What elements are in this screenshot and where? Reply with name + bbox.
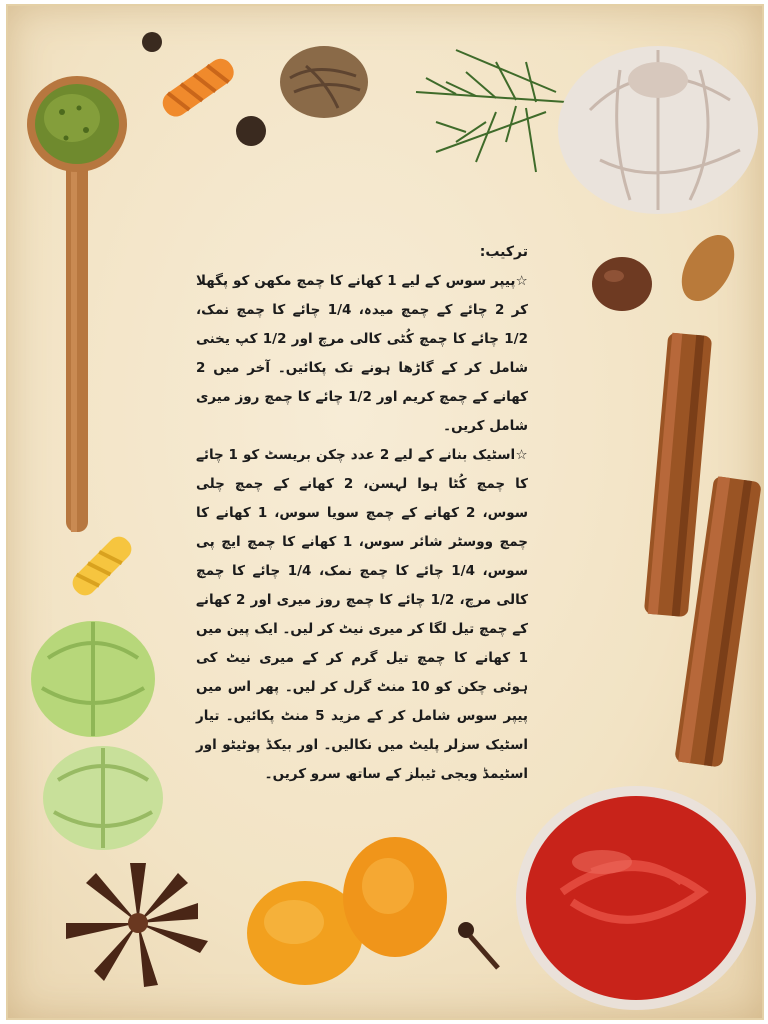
pasta-spiral-icon bbox=[146, 46, 246, 130]
pasta-spiral-icon bbox=[60, 526, 144, 606]
recipe-page bbox=[6, 4, 764, 1020]
recipe-paragraph-sauce: ☆پیپر سوس کے لیے 1 کھانے کا چمچ مکھن کو پگھلا کر 2 چائے کے چمچ میدہ، 1/4 چائے کا چمچ نمک، 1/2 چائے کا چمچ کُٹی کالی مرچ اور 1/2 کپ یخنی شامل کر کے گاڑھا ہونے تک پکائیں۔ آخر میں 2 کھانے کے چمچ کریم اور 1/2 چائے کا چمچ روز میری شامل کریں۔ bbox=[196, 273, 528, 434]
garlic-icon bbox=[550, 20, 760, 216]
almond-icon bbox=[676, 228, 740, 308]
star-anise-icon bbox=[58, 858, 218, 988]
recipe-text bbox=[196, 238, 528, 789]
wooden-spoon-herbs-icon bbox=[24, 72, 134, 542]
cinnamon-stick-icon bbox=[672, 474, 764, 770]
recipe-paragraph-steak: ☆اسٹیک بنانے کے لیے 2 عدد چکن بریسٹ کو 1 چائے کا چمچ کُٹا ہوا لہسن، 2 کھانے کے چمچ چلی سوس، 2 کھانے کے چمچ سویا سوس، 1 کھانے کا چمچ ووسٹر شائر سوس، 1 کھانے کا چمچ ایچ پی سوس، 1/4 چائے کا چمچ نمک، 1/4 چائے کا چمچ کالی مرچ، 1/2 چائے کا چمچ روز میری اور 2 کھانے کے چمچ تیل لگا کر میری نیٹ کر لیں۔ ایک پین میں 1 کھانے کا چمچ تیل گرم کر کے میری نیٹ کی ہوئی چکن کو 10 منٹ گرل کر لیں۔ پھر اس میں پیپر سوس شامل کر کے مزید 5 منٹ پکائیں۔ تیار اسٹیک سزلر پلیٹ میں نکالیں۔ اور بیکڈ پوٹیٹو اور اسٹیمڈ ویجی ٹیبلز کے ساتھ سرو کریں۔ bbox=[196, 447, 529, 782]
brussels-sprout-icon bbox=[28, 618, 158, 740]
clove-icon bbox=[454, 918, 504, 974]
dill-icon bbox=[396, 42, 576, 182]
hazelnut-icon bbox=[590, 254, 654, 314]
brussels-sprout-icon bbox=[40, 744, 166, 852]
recipe-heading: ترکیب: bbox=[479, 244, 528, 260]
nutmeg-icon bbox=[276, 42, 372, 122]
ketchup-bowl-icon bbox=[512, 782, 760, 1014]
dried-apricot-icon bbox=[340, 834, 450, 960]
